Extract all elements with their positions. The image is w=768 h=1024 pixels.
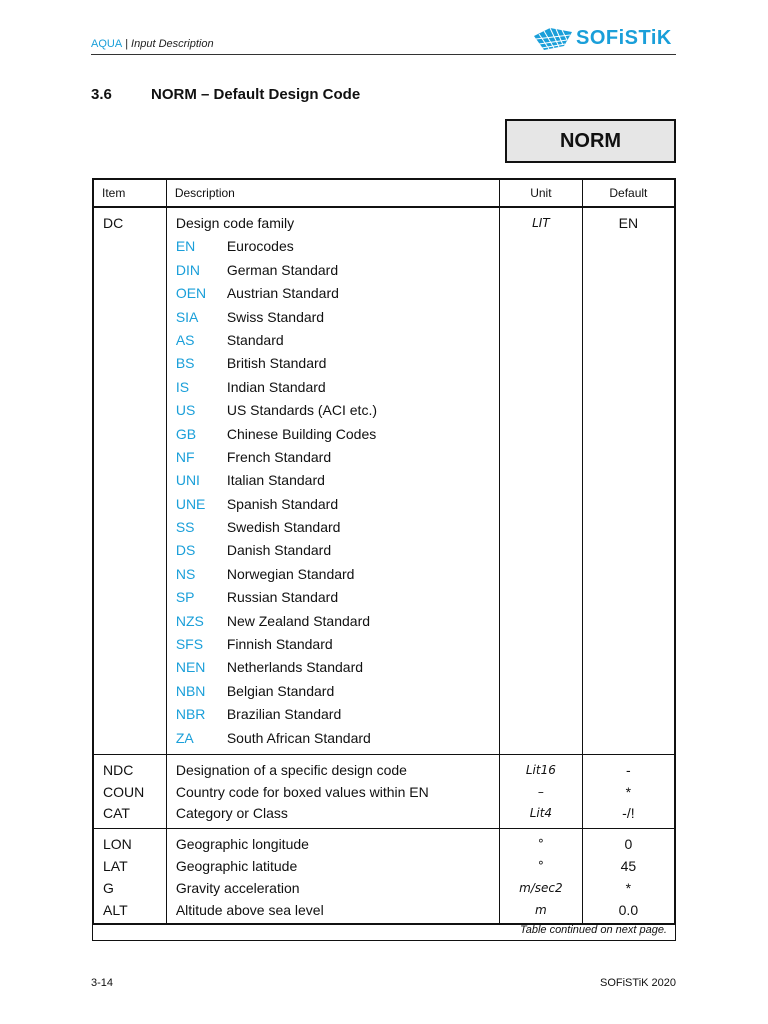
footer-product: SOFiSTiK 2020	[599, 977, 676, 989]
record-name-box	[505, 119, 676, 163]
cell-unit	[499, 754, 582, 828]
dc-option-label: German Standard	[226, 261, 339, 278]
logo-wordmark: SOFiSTiK	[576, 27, 672, 49]
unit-lat: °	[537, 859, 544, 874]
dc-option-code: IS	[175, 378, 190, 395]
dc-option-code: NBR	[175, 706, 206, 723]
dc-option-code: SIA	[175, 308, 199, 325]
dc-option-code: DS	[175, 542, 196, 559]
cell-description	[166, 754, 499, 828]
cell-item	[93, 207, 166, 754]
dc-option-label: South African Standard	[226, 729, 371, 746]
cell-description	[166, 207, 499, 754]
section-number: 3.6	[91, 86, 112, 103]
dc-option-label: Indian Standard	[226, 378, 326, 395]
cell-unit	[499, 207, 582, 754]
cell-default	[582, 207, 675, 754]
dc-option-label: Eurocodes	[226, 238, 294, 255]
desc-alt: Altitude above sea level	[175, 902, 324, 919]
desc-g: Gravity acceleration	[175, 880, 300, 897]
dc-option-label: Standard	[226, 331, 284, 348]
dc-option-label: Swedish Standard	[226, 519, 341, 536]
dc-option-label: US Standards (ACI etc.)	[226, 402, 377, 419]
item-ndc: NDC	[103, 761, 134, 778]
dc-option-code: UNE	[175, 495, 206, 512]
dc-option-label: Russian Standard	[226, 589, 339, 606]
dc-option	[167, 282, 499, 305]
dc-option	[167, 376, 499, 399]
dc-option	[167, 680, 499, 703]
header-unit: Unit	[499, 179, 582, 207]
header-separator: |	[125, 38, 129, 50]
dc-option-code: DIN	[175, 261, 200, 278]
dc-option	[167, 563, 499, 586]
unit-lon: °	[537, 837, 544, 852]
unit-cat: Lit4	[529, 806, 553, 821]
dc-option-label: Spanish Standard	[226, 495, 339, 512]
desc-lat: Geographic latitude	[175, 858, 298, 875]
desc-cat: Category or Class	[175, 805, 288, 822]
unit-ndc: Lit16	[525, 762, 556, 777]
dc-option-label: Brazilian Standard	[226, 706, 342, 723]
unit-g: m/sec2	[519, 881, 563, 896]
dc-option	[167, 727, 499, 750]
dc-option-label: Netherlands Standard	[226, 659, 364, 676]
table-row-group2	[93, 754, 675, 828]
running-header	[91, 38, 214, 50]
dc-option-code: OEN	[175, 285, 207, 302]
dc-option	[167, 469, 499, 492]
default-lon: 0	[624, 836, 633, 853]
dc-option-label: British Standard	[226, 355, 327, 372]
dc-option-code: AS	[175, 331, 195, 348]
cell-description	[166, 829, 499, 925]
dc-option-label: Austrian Standard	[226, 285, 339, 302]
dc-options-list	[167, 235, 499, 750]
table-row-group3	[93, 829, 675, 925]
dc-option-code: US	[175, 402, 196, 419]
dc-option	[167, 352, 499, 375]
dc-option	[167, 399, 499, 422]
page-number: 3-14	[91, 977, 114, 989]
desc-lon: Geographic longitude	[175, 836, 309, 853]
section-title: NORM – Default Design Code	[151, 86, 361, 103]
item-coun: COUN	[103, 784, 145, 801]
cell-item	[93, 829, 166, 925]
default-lat: 45	[620, 858, 637, 875]
cell-item	[93, 754, 166, 828]
dc-option-code: NS	[175, 565, 196, 582]
desc-ndc: Designation of a specific design code	[175, 761, 407, 778]
item-lon: LON	[103, 836, 132, 853]
section-heading	[91, 86, 360, 103]
dc-option	[167, 329, 499, 352]
dc-option	[167, 423, 499, 446]
dc-option	[167, 259, 499, 282]
dc-option	[167, 586, 499, 609]
dc-option-code: BS	[175, 355, 195, 372]
record-name: NORM	[559, 129, 622, 152]
table-row-dc	[93, 207, 675, 754]
dc-option-label: Norwegian Standard	[226, 565, 355, 582]
header-default: Default	[582, 179, 675, 207]
default-g: *	[625, 880, 632, 897]
dc-option-code: SP	[175, 589, 195, 606]
dc-option-code: GB	[175, 425, 197, 442]
dc-option-code: NZS	[175, 612, 204, 629]
dc-option	[167, 306, 499, 329]
dc-option	[167, 539, 499, 562]
dc-option	[167, 610, 499, 633]
dc-option	[167, 633, 499, 656]
item-alt: ALT	[103, 902, 128, 919]
cell-default	[582, 829, 675, 925]
default-cat: -/!	[622, 805, 635, 822]
header-item: Item	[93, 179, 166, 207]
dc-option-code: NEN	[175, 659, 206, 676]
default-coun: *	[625, 784, 632, 801]
table-continued-note: Table continued on next page.	[92, 917, 676, 941]
desc-coun: Country code for boxed values within EN	[175, 784, 429, 801]
dc-option-label: Italian Standard	[226, 472, 325, 489]
dc-option	[167, 493, 499, 516]
cell-unit	[499, 829, 582, 925]
default-alt: 0.0	[618, 902, 639, 919]
dc-option	[167, 516, 499, 539]
item-dc: DC	[103, 215, 124, 231]
dc-option	[167, 235, 499, 258]
dc-option-label: French Standard	[226, 448, 332, 465]
dc-option-label: Chinese Building Codes	[226, 425, 377, 442]
dc-description: Design code family	[175, 215, 295, 231]
dc-unit: LIT	[532, 216, 550, 230]
dc-default: EN	[618, 215, 639, 231]
dc-option-label: Belgian Standard	[226, 682, 335, 699]
dc-option-code: SFS	[175, 636, 204, 653]
table-header-row	[93, 179, 675, 207]
dc-option-label: Finnish Standard	[226, 636, 333, 653]
header-description: Description	[166, 179, 499, 207]
logo-mesh-icon	[530, 24, 576, 54]
dc-option-code: EN	[175, 238, 196, 255]
sofistik-logo	[530, 24, 680, 54]
item-cat: CAT	[103, 805, 130, 822]
header-rule	[91, 54, 676, 55]
doc-title: Input Description	[131, 38, 214, 50]
app-name: AQUA	[91, 38, 123, 50]
unit-alt: m	[535, 903, 547, 918]
dc-option-label: Danish Standard	[226, 542, 332, 559]
dc-option-code: UNI	[175, 472, 200, 489]
dc-option-label: Swiss Standard	[226, 308, 325, 325]
item-lat: LAT	[103, 858, 128, 875]
dc-option-code: NBN	[175, 682, 206, 699]
unit-coun: –	[537, 785, 544, 800]
dc-option-code: SS	[175, 519, 195, 536]
dc-option-code: NF	[175, 448, 195, 465]
cell-default	[582, 754, 675, 828]
dc-option	[167, 446, 499, 469]
item-g: G	[103, 880, 114, 897]
dc-option-label: New Zealand Standard	[226, 612, 371, 629]
dc-option-code: ZA	[175, 729, 194, 746]
dc-option	[167, 703, 499, 726]
default-ndc: -	[626, 761, 631, 778]
dc-option	[167, 656, 499, 679]
input-table	[92, 178, 676, 925]
